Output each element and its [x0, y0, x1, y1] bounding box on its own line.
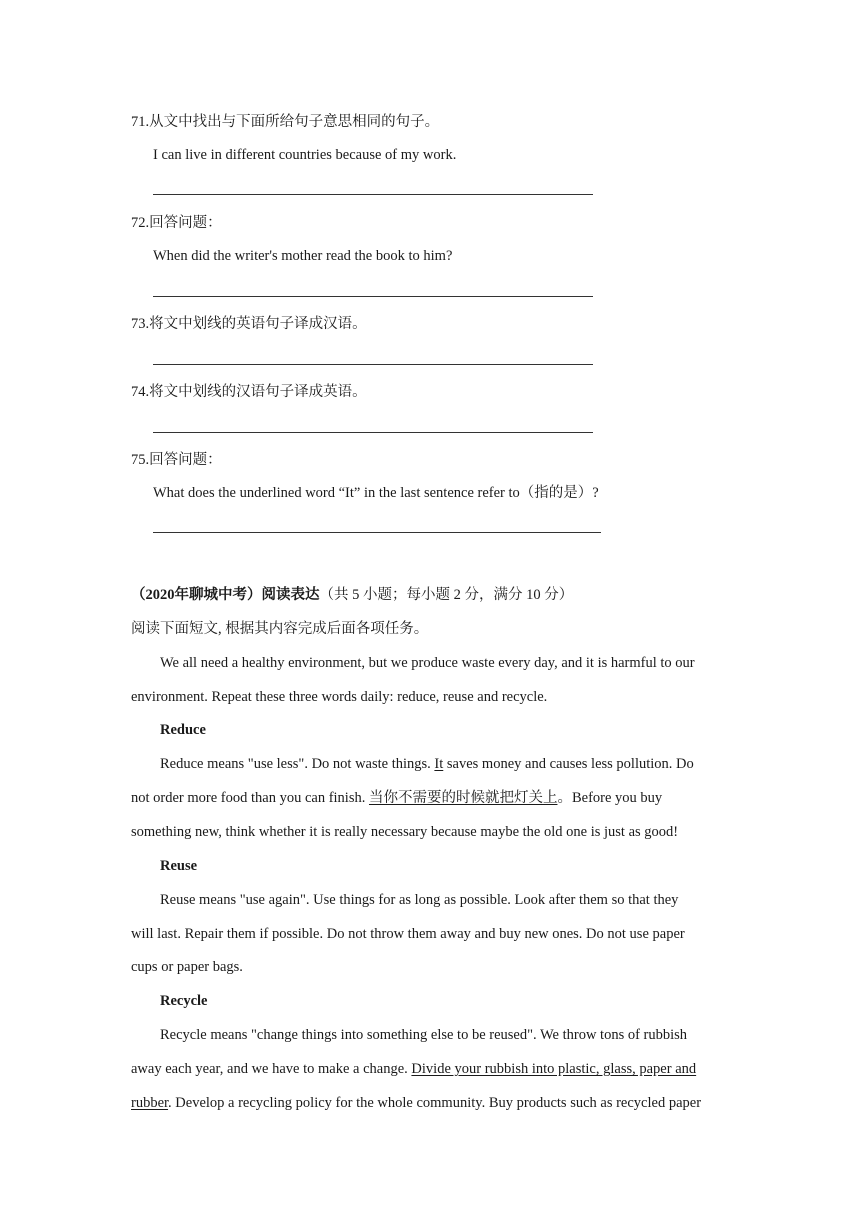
answer-line-74[interactable]	[153, 432, 593, 433]
recycle-line-1: Recycle means "change things into something else to be reused". We throw tons of rubbish	[160, 1027, 688, 1043]
reuse-line-2: will last. Repair them if possible. Do not throw them away and buy new ones. Do not use paper	[131, 926, 685, 942]
question-73-prompt: 73.将文中划线的英语句子译成汉语。	[131, 316, 367, 332]
reduce-text: not order more food than you can finish.	[131, 790, 369, 806]
answer-line-75[interactable]	[153, 532, 601, 533]
recycle-text: . Develop a recycling policy for the whole community. Buy products such as recycled paper	[168, 1095, 702, 1111]
answer-line-71[interactable]	[153, 194, 593, 195]
recycle-line-3	[131, 1093, 701, 1113]
reduce-line-3: something new, think whether it is really necessary because maybe the old one is just as good!	[131, 824, 679, 840]
answer-line-72[interactable]	[153, 296, 593, 297]
reuse-line-1: Reuse means "use again". Use things for as long as possible. Look after them so that they	[160, 892, 679, 908]
heading-reduce: Reduce	[160, 722, 206, 738]
answer-line-73[interactable]	[153, 364, 593, 365]
reduce-line-1	[160, 754, 694, 774]
question-75-sentence: What does the underlined word “It” in the last sentence refer to（指的是）?	[153, 485, 599, 501]
section-source: （2020年聊城中考）阅读表达	[131, 587, 320, 603]
underlined-english-sentence: Divide your rubbish into plastic, glass, paper and	[411, 1061, 697, 1077]
passage-intro-line-2: environment. Repeat these three words daily: reduce, reuse and recycle.	[131, 689, 548, 705]
recycle-line-2	[131, 1059, 696, 1079]
heading-reuse: Reuse	[160, 858, 198, 874]
reduce-line-2	[131, 788, 662, 808]
underlined-english-sentence-end: rubber	[131, 1095, 169, 1111]
question-71-prompt: 71.从文中找出与下面所给句子意思相同的句子。	[131, 114, 440, 130]
underlined-it: It	[434, 756, 444, 772]
section-header	[131, 585, 573, 605]
question-75-prompt: 75.回答问题：	[131, 452, 222, 468]
question-74-prompt: 74.将文中划线的汉语句子译成英语。	[131, 384, 367, 400]
heading-recycle: Recycle	[160, 993, 208, 1009]
question-72-sentence: When did the writer's mother read the book to him?	[153, 248, 453, 264]
passage-intro-line-1: We all need a healthy environment, but we produce waste every day, and it is harmful to our	[160, 655, 695, 671]
question-71-sentence: I can live in different countries because of my work.	[153, 147, 457, 163]
reduce-text: Reduce means "use less". Do not waste things.	[160, 756, 435, 772]
reduce-text: 。Before you buy	[557, 790, 663, 806]
question-72-prompt: 72.回答问题：	[131, 215, 222, 231]
reuse-line-3: cups or paper bags.	[131, 959, 243, 975]
section-info: （共 5 小题；每小题 2 分，满分 10 分）	[319, 587, 574, 603]
reduce-text: saves money and causes less pollution. Do	[443, 756, 694, 772]
underlined-chinese-sentence: 当你不需要的时候就把灯关上	[368, 790, 558, 806]
recycle-text: away each year, and we have to make a change.	[131, 1061, 412, 1077]
section-instruction: 阅读下面短文, 根据其内容完成后面各项任务。	[131, 621, 429, 637]
